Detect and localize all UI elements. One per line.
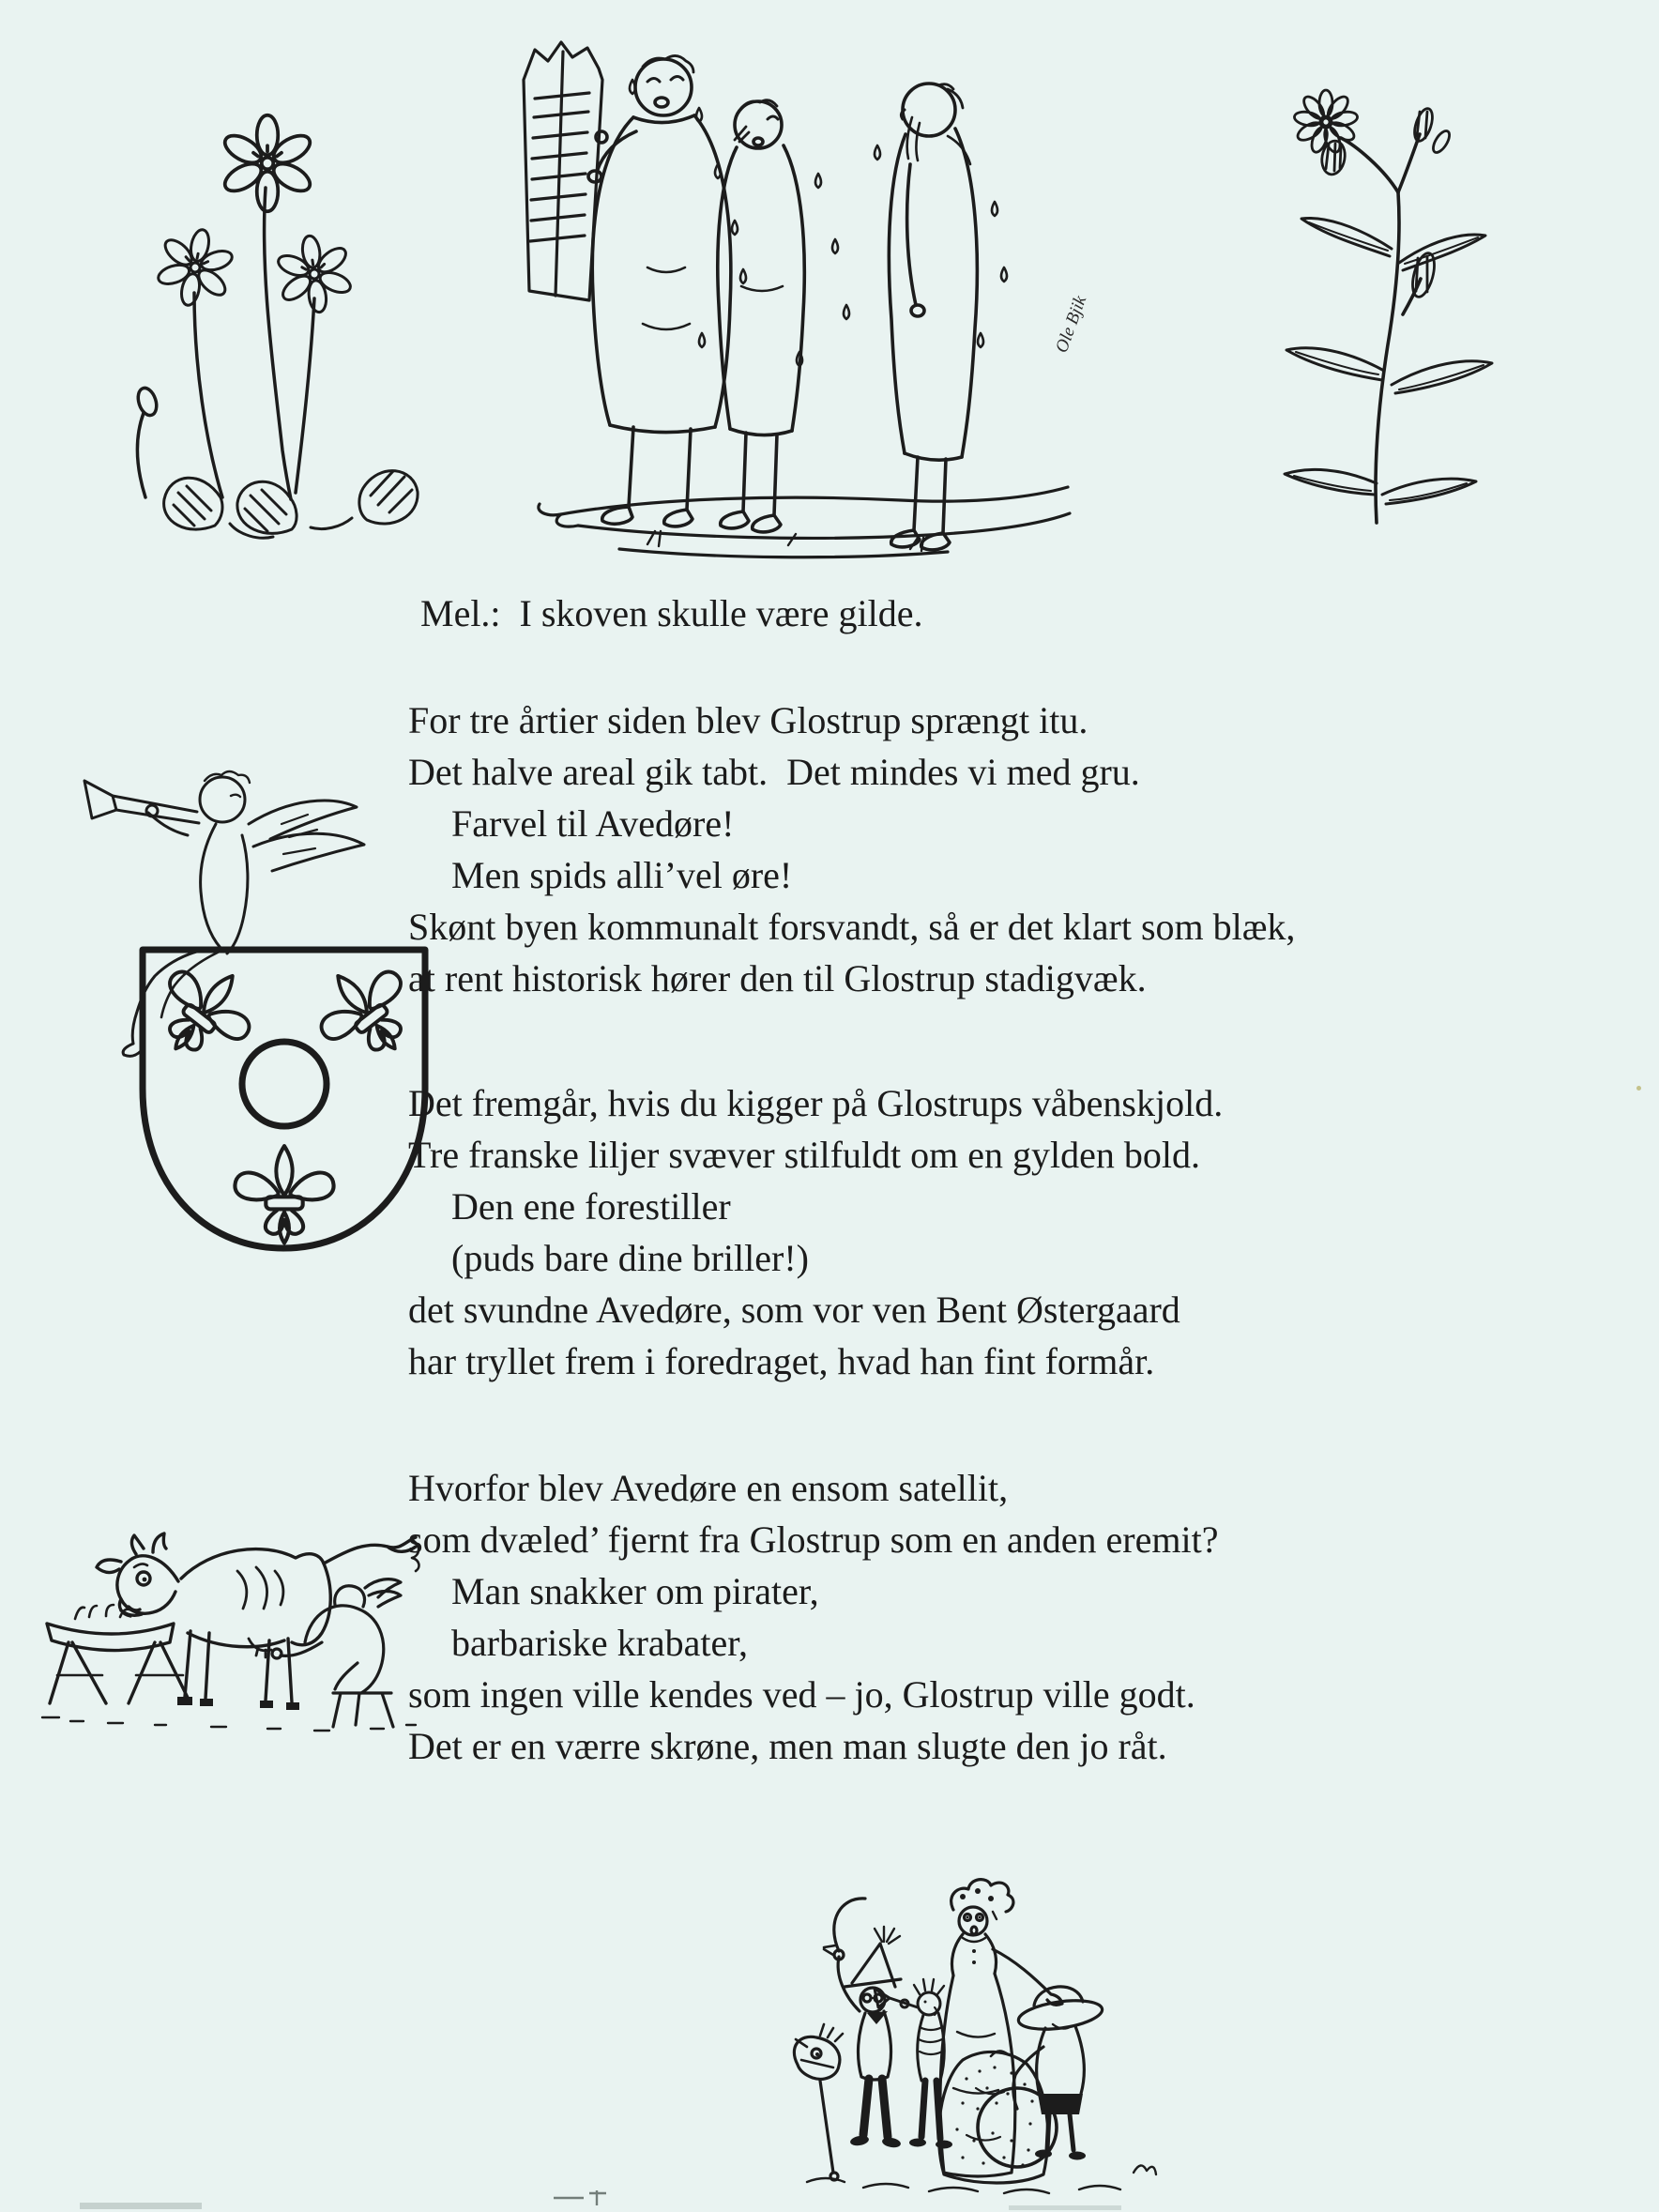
- girl-with-sunhat: [978, 1987, 1104, 2167]
- verse-line: Man snakker om pirater,: [451, 1570, 819, 1612]
- ground-squiggles: [807, 2165, 1156, 2193]
- song-verse-3: [408, 1462, 1218, 1772]
- children-playing-pirates-cartoon: [779, 1863, 1182, 2210]
- hepatica-flowers-illustration: [89, 56, 455, 554]
- cartoonist-signature-squiggle: [1134, 2165, 1156, 2174]
- verse-line: som ingen ville kendes ved – jo, Glostrup ville godt.: [408, 1673, 1195, 1716]
- campion-leaves: [1285, 218, 1492, 504]
- crying-man-right: [889, 84, 977, 550]
- campion-flower-illustration: [1215, 52, 1534, 572]
- boy-on-hobbyhorse: [794, 1899, 901, 2180]
- verse-line: Farvel til Avedøre!: [451, 802, 735, 845]
- melody-reference-line: Mel.: I skoven skulle være gilde.: [420, 592, 923, 634]
- verse-line: Det halve areal gik tabt. Det mindes vi med gru.: [408, 751, 1140, 793]
- verse-line: barbariske krabater,: [451, 1622, 748, 1664]
- cow-milking-cartoon: [23, 1492, 427, 1755]
- feeding-trough: [47, 1605, 190, 1703]
- sack-texture: [955, 2066, 1033, 2166]
- song-verse-2: [408, 1077, 1223, 1387]
- cherub-with-trumpet: [84, 771, 364, 1056]
- flower-stems: [135, 188, 314, 499]
- song-verse-1: [408, 694, 1295, 1004]
- verse-line: (puds bare dine briller!): [451, 1237, 809, 1279]
- verse-line: Hvorfor blev Avedøre en ensom satellit,: [408, 1467, 1009, 1509]
- verse-line: Den ene forestiller: [451, 1185, 731, 1228]
- shield: [143, 950, 425, 1248]
- verse-line: som dvæled’ fjernt fra Glostrup som en anden eremit?: [408, 1518, 1219, 1561]
- glostrup-coat-of-arms-illustration: [47, 713, 450, 1276]
- verse-line: For tre årtier siden blev Glostrup sprængt itu.: [408, 699, 1088, 741]
- verse-line: har tryllet frem i foredraget, hvad han fint formår.: [408, 1340, 1155, 1382]
- artist-signature: Ole Bjik: [1051, 293, 1091, 356]
- verse-line: Det fremgår, hvis du kigger på Glostrups våbenskjold.: [408, 1082, 1224, 1124]
- crying-man-left: [588, 55, 731, 526]
- golden-ball: [242, 1042, 327, 1126]
- scan-smudge: [80, 2203, 202, 2209]
- campion-flower: [1293, 90, 1358, 176]
- verse-line: at rent historisk hører den til Glostrup stadigvæk.: [408, 957, 1147, 999]
- hepatica-leaves: [164, 471, 418, 539]
- campion-stem: [1341, 134, 1421, 523]
- verse-line: Men spids alli’vel øre!: [451, 854, 793, 896]
- scan-smudge: [1009, 2205, 1121, 2210]
- three-crying-men-cartoon: [507, 23, 1098, 563]
- campion-buds: [1408, 106, 1453, 298]
- verse-line: Det er en værre skrøne, men man slugte den jo råt.: [408, 1725, 1167, 1767]
- verse-line: Skønt byen kommunalt forsvandt, så er det klart som blæk,: [408, 906, 1296, 948]
- verse-line: det svundne Avedøre, som vor ven Bent Østergaard: [408, 1289, 1180, 1331]
- scan-speck: [1636, 1086, 1641, 1091]
- verse-line: Tre franske liljer svæver stilfuldt om en gylden bold.: [408, 1134, 1200, 1176]
- ground-line: [42, 1717, 416, 1731]
- scan-mark: [552, 2187, 617, 2212]
